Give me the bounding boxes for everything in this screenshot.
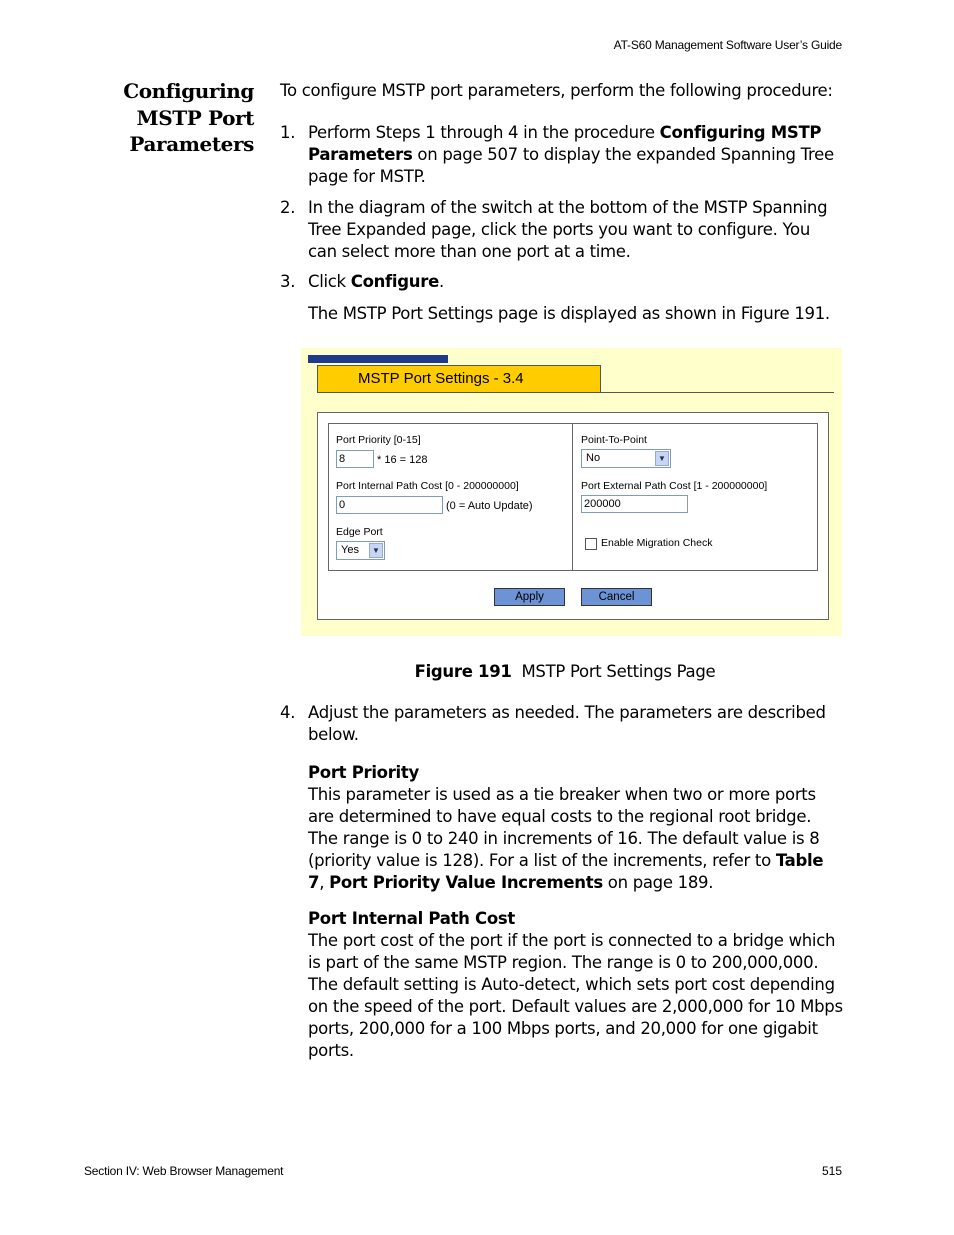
migration-check-label: Enable Migration Check — [601, 537, 713, 549]
settings-form — [328, 423, 818, 571]
page-number: 515 — [821, 1164, 842, 1178]
param-heading: Port Internal Path Cost — [308, 909, 515, 928]
intro-text: To configure MSTP port parameters, perform the following procedure: — [280, 81, 833, 100]
chevron-down-icon: ▼ — [655, 451, 669, 466]
external-path-cost-label: Port External Path Cost [1 - 200000000] — [581, 480, 768, 492]
figure-caption: Figure 191 MSTP Port Settings Page — [414, 662, 716, 681]
internal-path-cost-note: (0 = Auto Update) — [446, 500, 533, 512]
section-title: Configuring MSTP Port Parameters — [123, 79, 254, 156]
port-priority-label: Port Priority [0-15] — [336, 434, 421, 446]
internal-path-cost-input[interactable]: 0 — [336, 496, 443, 514]
footer-section: Section IV: Web Browser Management — [84, 1164, 284, 1178]
step-3-result: The MSTP Port Settings page is displayed as shown in Figure 191. — [308, 304, 830, 323]
column-divider — [572, 424, 573, 570]
tab-top-bar — [308, 355, 448, 363]
port-priority-note: * 16 = 128 — [377, 454, 428, 466]
external-path-cost-input[interactable]: 200000 — [581, 495, 688, 513]
settings-panel — [317, 412, 829, 620]
apply-button[interactable]: Apply — [494, 588, 565, 606]
edge-port-label: Edge Port — [336, 526, 383, 538]
port-priority-input[interactable]: 8 — [336, 450, 374, 468]
cancel-button[interactable]: Cancel — [581, 588, 652, 606]
param-port-priority — [308, 762, 843, 894]
param-heading: Port Priority — [308, 763, 419, 782]
running-header: AT-S60 Management Software User’s Guide — [613, 38, 842, 52]
chevron-down-icon: ▼ — [369, 543, 383, 558]
edge-port-select[interactable]: Yes ▼ — [336, 541, 385, 560]
param-description: The port cost of the port if the port is connected to a bridge which is part of the same MSTP region. The range is 0 to 200,000,000. The default setting is Auto-detect, which sets port cost depending on the speed of the port. Default values are 2,000,000 for 10 Mbps ports, 200,000 for a 100 Mbps ports, and 20,000 for one gigabit ports. — [308, 931, 843, 1060]
param-description: This parameter is used as a tie breaker when two or more ports are determined to have equal costs to the regional root bridge. The range is 0 to 240 in increments of 16. The default value is 8 (priority value is 128). For a list of the increments, refer to Table 7, Port Priority Value Increments on page 189. — [308, 785, 824, 892]
tab-underline — [601, 392, 834, 393]
internal-path-cost-label: Port Internal Path Cost [0 - 200000000] — [336, 480, 519, 492]
param-port-internal-path-cost — [308, 908, 843, 1062]
tab-mstp-port-settings[interactable]: MSTP Port Settings - 3.4 — [317, 365, 601, 393]
point-to-point-select[interactable]: No ▼ — [581, 449, 671, 468]
mstp-port-settings-figure — [301, 348, 842, 636]
migration-check-checkbox[interactable] — [585, 538, 597, 550]
point-to-point-label: Point-To-Point — [581, 434, 647, 446]
